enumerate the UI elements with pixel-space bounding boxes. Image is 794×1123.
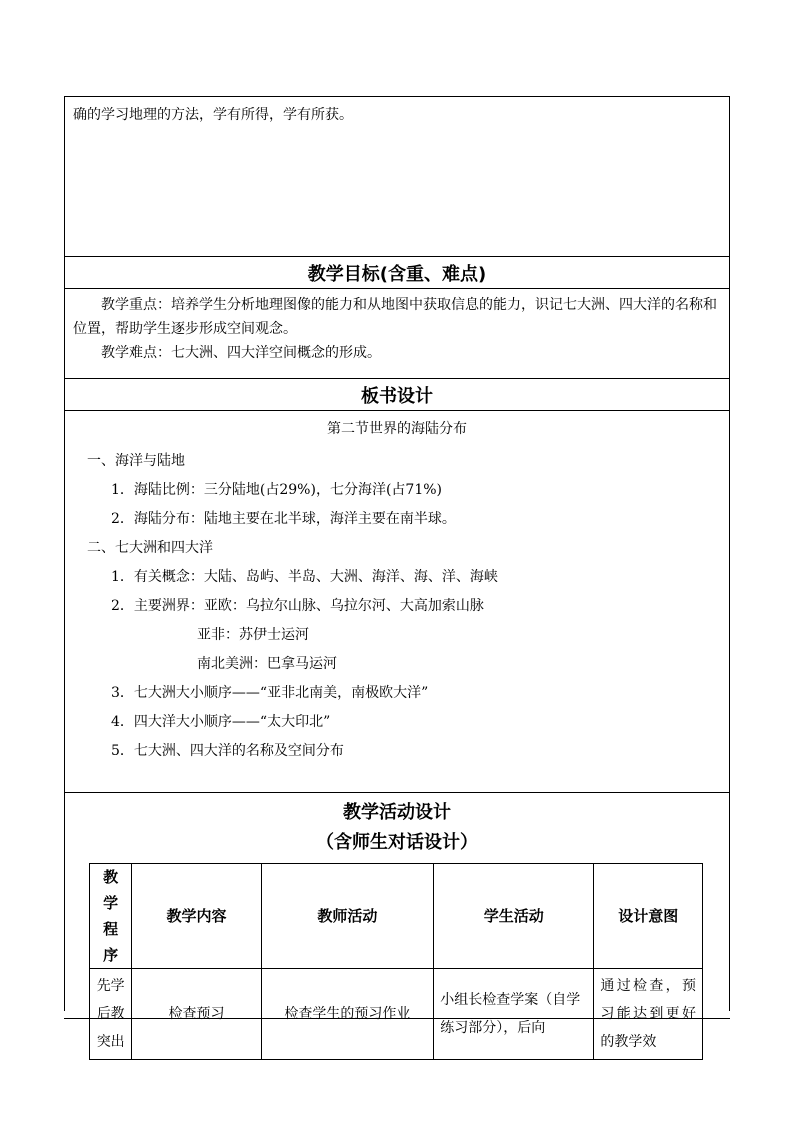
key-point-text: 教学重点：培养学生分析地理图像的能力和从地图中获取信息的能力，识记七大洲、四大洋的名称和位置，帮助学生逐步形成空间观念。: [73, 297, 717, 337]
board-item: 4．四大洋大小顺序——“太大印北”: [111, 714, 331, 730]
intro-section: [65, 97, 729, 257]
board-item: 3．七大洲大小顺序——“亚非北南美，南极欧大洋”: [111, 685, 429, 701]
col-content: 教学内容: [132, 864, 261, 969]
activity-header-row: [90, 864, 703, 969]
col-intent: 设计意图: [594, 864, 703, 969]
cell-content: 检查预习: [132, 969, 261, 1060]
cell-teacher: 检查学生的预习作业: [261, 969, 434, 1060]
board-section: [65, 411, 729, 793]
cell-intent: 通过检查，预习能达到更好的教学效: [594, 969, 703, 1060]
cell-student: 小组长检查学案（自学练习部分），后向: [434, 969, 594, 1060]
board-item: 2．海陆分布：陆地主要在北半球，海洋主要在南半球。: [111, 511, 456, 527]
col-procedure: 教学程序: [90, 864, 132, 969]
cell-procedure: 先学后教突出: [90, 969, 132, 1060]
board-item: 5．七大洲、四大洋的名称及空间分布: [111, 743, 344, 759]
page-bottom-border: [64, 1018, 730, 1019]
board-part1: 一、海洋与陆地: [87, 453, 185, 469]
col-teacher: 教师活动: [261, 864, 434, 969]
lesson-plan-table: [64, 96, 730, 1050]
board-part2: 二、七大洲和四大洋: [87, 540, 213, 556]
board-subitem: 南北美洲：巴拿马运河: [197, 656, 337, 672]
activity-heading: [65, 793, 729, 863]
board-heading: 板书设计: [65, 379, 729, 411]
intro-text: 确的学习地理的方法，学有所得，学有所获。: [73, 107, 353, 123]
table-row: [90, 969, 703, 1060]
activity-table: [89, 863, 703, 1060]
board-subitem: 亚非：苏伊士运河: [197, 627, 309, 643]
board-item: 2．主要洲界：亚欧：乌拉尔山脉、乌拉尔河、大高加索山脉: [111, 598, 484, 614]
activity-heading-line1: 教学活动设计: [343, 802, 451, 823]
board-item: 1．有关概念：大陆、岛屿、半岛、大洲、海洋、海、洋、海峡: [111, 569, 498, 585]
goals-section: [65, 289, 729, 379]
board-item: 1．海陆比例：三分陆地(占29%)，七分海洋(占71%): [111, 482, 442, 498]
goals-heading: 教学目标(含重、难点): [65, 257, 729, 289]
activity-table-wrap: [65, 863, 729, 1050]
col-student: 学生活动: [434, 864, 594, 969]
board-title: 第二节世界的海陆分布: [327, 421, 467, 437]
difficulty-text: 教学难点：七大洲、四大洋空间概念的形成。: [101, 345, 381, 361]
activity-heading-line2: （含师生对话设计）: [316, 832, 478, 853]
